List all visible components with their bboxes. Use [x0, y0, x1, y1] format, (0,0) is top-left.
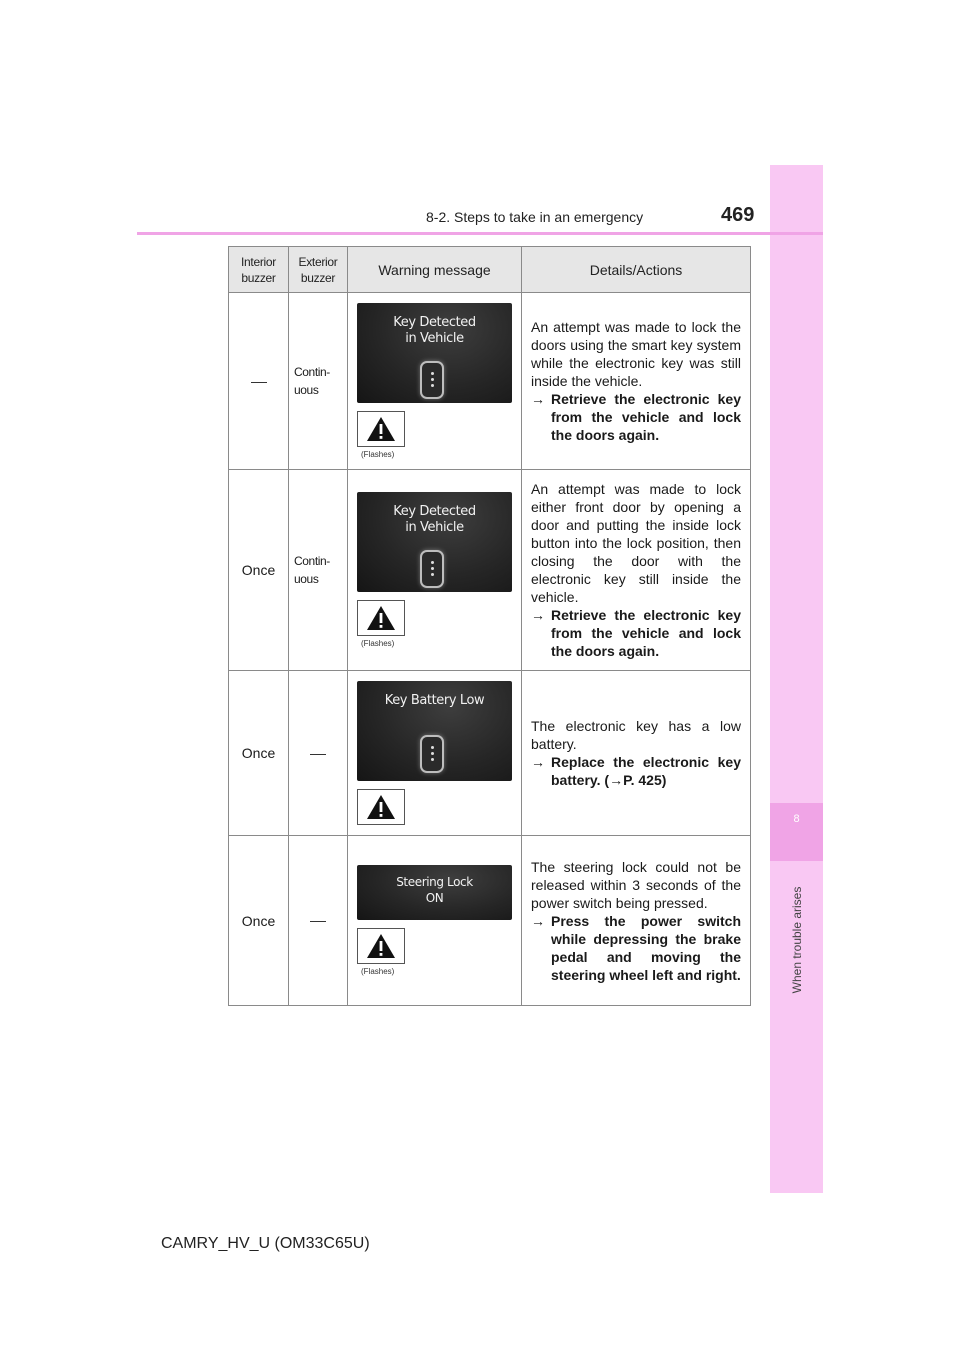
action-text: → Press the power switch while depressing the brake pedal and moving the steering wheel left and right.	[531, 912, 741, 983]
details-cell	[522, 836, 751, 1006]
table-header-row	[229, 247, 751, 293]
detail-text: An attempt was made to lock either front door by opening a door and putting the inside lock button into the lock position, then closing the door with the electronic key still inside the vehicle.	[531, 481, 741, 605]
header-divider	[137, 232, 823, 235]
detail-text: The electronic key has a low battery.	[531, 718, 741, 752]
display-screen	[357, 492, 512, 592]
action-text: → Replace the electronic key battery. (→P. 425)	[531, 754, 741, 788]
display-screen	[357, 865, 512, 920]
dash-mark	[251, 382, 267, 383]
arrow-icon: →	[531, 391, 545, 407]
arrow-icon: →	[531, 607, 545, 623]
table-row	[229, 470, 751, 671]
details-cell	[522, 470, 751, 671]
action-text: → Retrieve the electronic key from the vehicle and lock the doors again.	[531, 391, 741, 443]
header-warning-message: Warning message	[348, 247, 522, 293]
chapter-number-tab: 8	[770, 803, 823, 861]
screen-text: Key Detected in Vehicle	[393, 315, 476, 346]
key-fob-icon	[420, 550, 444, 588]
key-fob-icon	[420, 735, 444, 773]
section-title: 8-2. Steps to take in an emergency	[426, 209, 644, 225]
warning-triangle-icon	[357, 928, 405, 964]
interior-buzzer-cell	[229, 293, 289, 470]
screen-text: Key Detected in Vehicle	[393, 504, 476, 535]
flashes-label: (Flashes)	[361, 967, 395, 976]
action-text: → Retrieve the electronic key from the vehicle and lock the doors again.	[531, 607, 741, 659]
display-screen	[357, 681, 512, 781]
header-exterior-buzzer: Exterior buzzer	[289, 247, 348, 293]
display-screen	[357, 303, 512, 403]
warning-message-cell	[348, 293, 522, 470]
screen-text: Steering Lock ON	[396, 875, 473, 905]
warning-triangle-icon	[357, 411, 405, 447]
screen-text: Key Battery Low	[384, 693, 485, 708]
table-row	[229, 671, 751, 836]
warning-triangle-icon	[357, 600, 405, 636]
header-interior-buzzer: Interior buzzer	[229, 247, 289, 293]
exterior-buzzer-cell: Contin- uous	[289, 470, 348, 671]
flashes-label: (Flashes)	[361, 639, 395, 648]
detail-text: An attempt was made to lock the doors using the smart key system while the electronic key was still inside the vehicle.	[531, 319, 741, 389]
warning-message-cell	[348, 671, 522, 836]
chapter-title: When trouble arises	[789, 886, 804, 994]
interior-buzzer-cell: Once	[229, 671, 289, 836]
model-code: CAMRY_HV_U (OM33C65U)	[161, 1235, 370, 1252]
exterior-buzzer-cell	[289, 836, 348, 1006]
interior-buzzer-cell: Once	[229, 836, 289, 1006]
table-row	[229, 293, 751, 470]
chapter-title-tab	[770, 870, 823, 1010]
warning-message-cell	[348, 470, 522, 671]
details-cell	[522, 671, 751, 836]
page-number: 469	[721, 204, 755, 226]
exterior-buzzer-cell	[289, 671, 348, 836]
chapter-side-tab	[770, 165, 823, 1193]
arrow-icon: →	[531, 912, 545, 929]
interior-buzzer-cell: Once	[229, 470, 289, 671]
warning-message-cell	[348, 836, 522, 1006]
header-details-actions: Details/Actions	[522, 247, 751, 293]
details-cell	[522, 293, 751, 470]
dash-mark	[310, 754, 326, 755]
detail-text: The steering lock could not be released within 3 seconds of the power switch being pressed.	[531, 858, 741, 911]
exterior-buzzer-cell: Contin- uous	[289, 293, 348, 470]
warning-table	[228, 246, 751, 1006]
flashes-label: (Flashes)	[361, 450, 395, 459]
arrow-icon: →	[531, 754, 545, 770]
warning-triangle-icon	[357, 789, 405, 825]
table-row	[229, 836, 751, 1006]
key-fob-icon	[420, 361, 444, 399]
dash-mark	[310, 921, 326, 922]
